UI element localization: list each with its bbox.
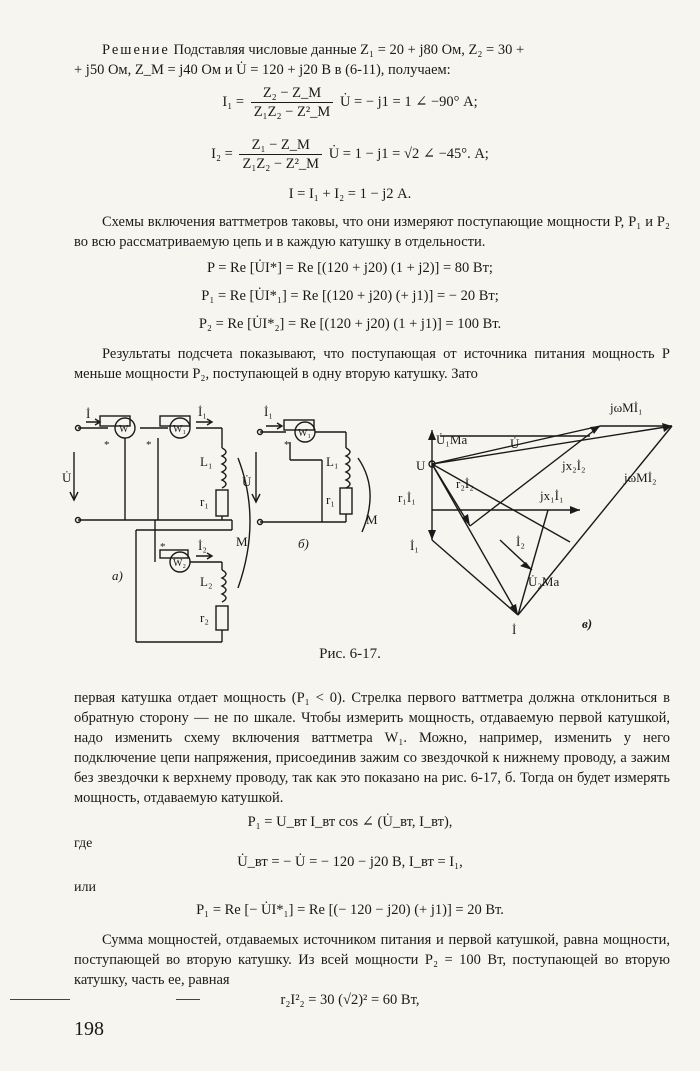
label-a: а) bbox=[112, 568, 123, 583]
label-jwmi2: jωMİ₂ bbox=[624, 470, 657, 485]
label-b: б) bbox=[298, 536, 309, 551]
paragraph-schemes: Схемы включения ваттметров таковы, что они измеряют поступающие мощности P, P₁ и P₂ во всю рассматриваемую цепь и в каждую катушку в отдельности. bbox=[74, 214, 670, 250]
label-i-vector: İ bbox=[512, 622, 517, 637]
label-i: İ bbox=[86, 406, 91, 421]
label-l1-b: L₁ bbox=[326, 454, 339, 469]
fraction: $\frac{\text{Z₁ − Z\_M}}{\text{Z₁Z₂ − Z²\_M}}$ bbox=[239, 136, 322, 173]
paragraph-first-coil: первая катушка отдает мощность (P₁ < 0). Стрелка первого ваттметра должна отклониться в обратную сторону — не по шкале. Чтобы измерить мощность, отдаваемую первой катушкой, надо изменить схему включения ваттметра W₁. Можно, например, изменить у него подключение цепи напряжения, присоединив зажим со звездочкой к нижнему проводу, а зажим без звездочки к верхнему проводу, так как это показано на рис. 6-17, б. Тогда он будет измерять мощность, отдаваемую катушкой. bbox=[74, 690, 670, 806]
label-r1i1: r₁İ₁ bbox=[398, 490, 416, 505]
label-origin-u: U bbox=[416, 458, 426, 473]
equation-p2: P₂ = Re [U̇I*₂] = Re [(120 + j20) (1 + j1)] = 100 Вт. bbox=[198, 316, 502, 332]
circuit-b bbox=[252, 420, 370, 532]
intro-paragraph bbox=[74, 40, 670, 80]
page-number: 198 bbox=[74, 1018, 104, 1040]
label-i1-b: İ₁ bbox=[264, 404, 273, 419]
label-i1-vector: İ₁ bbox=[410, 538, 419, 553]
fraction: $\frac{\text{Z₂ − Z\_M}}{\text{Z₁Z₂ − Z²\_M}}$ bbox=[251, 84, 334, 121]
label-w: W bbox=[119, 424, 129, 435]
svg-text:*: * bbox=[160, 541, 166, 553]
label-w2: W₂ bbox=[173, 558, 186, 569]
label-i2: İ₂ bbox=[198, 538, 207, 553]
label-r2: r₂ bbox=[200, 610, 209, 625]
label-u-vector: U̇ bbox=[510, 436, 520, 451]
label-r2i2: r₂İ₂ bbox=[456, 476, 474, 491]
label-r1: r₁ bbox=[200, 494, 209, 509]
label-jx1i1: jx₁İ₁ bbox=[540, 488, 564, 503]
label-l1: L₁ bbox=[200, 454, 213, 469]
label-u1ma: U̇₁Mа bbox=[436, 432, 468, 447]
svg-text:*: * bbox=[146, 439, 152, 451]
word-or: или bbox=[74, 880, 96, 895]
equation-p: P = Re [U̇I*] = Re [(120 + j20) (1 + j2)] = 80 Вт; bbox=[207, 260, 493, 276]
label-w1: W₁ bbox=[173, 424, 186, 435]
label-i1: İ₁ bbox=[198, 404, 207, 419]
figure-caption: Рис. 6-17. bbox=[319, 646, 381, 662]
solution-heading: Решение bbox=[102, 42, 170, 58]
equation-i2: I₂ = $\frac{\text{Z₁ − Z\_M}}{\text{Z₁Z₂ − Z²\_M}}$ U̇ = 1 − j1 = √2 ∠ −45°. А; bbox=[211, 137, 489, 172]
label-i2-vector: İ₂ bbox=[516, 534, 525, 549]
svg-text:*: * bbox=[104, 439, 110, 451]
equation-p1: P₁ = Re [U̇I*₁] = Re [(120 + j20) (+ j1)] = − 20 Вт; bbox=[201, 288, 499, 304]
paragraph-results: Результаты подсчета показывают, что поступающая от источника питания мощность P меньше мощности P₂, поступающей в одну вторую катушку. Зато bbox=[74, 346, 670, 382]
circuit-a bbox=[70, 416, 250, 642]
intro-line-1: Подставляя числовые данные Z₁ = 20 + j80 Ом, Z₂ = 30 + bbox=[173, 42, 525, 58]
equation-p1-alt: P₁ = Re [− U̇I*₁] = Re [(− 120 − j20) (+ j1)] = 20 Вт. bbox=[196, 902, 504, 918]
label-v: в) bbox=[582, 616, 593, 631]
svg-text:*: * bbox=[284, 439, 290, 451]
equation-p1-cos: P₁ = U_вт I_вт cos ∠ (U̇_вт, I_вт), bbox=[247, 814, 453, 830]
equation-last: r₂I²₂ = 30 (√2)² = 60 Вт, bbox=[280, 992, 420, 1008]
label-jwmi1: jωMİ₁ bbox=[610, 400, 643, 415]
intro-line-2: + j50 Ом, Z_M = j40 Ом и U̇ = 120 + j20 В в (6-11), получаем: bbox=[74, 62, 451, 78]
label-r1-b: r₁ bbox=[326, 492, 335, 507]
label-w1-b: W₁ bbox=[298, 428, 311, 439]
equation-uvt: U̇_вт = − U̇ = − 120 − j20 В, I_вт = I₁, bbox=[237, 854, 463, 870]
label-m: M bbox=[236, 534, 248, 549]
equation-i-sum: I = I₁ + I₂ = 1 − j2 А. bbox=[288, 186, 412, 202]
label-l2: L₂ bbox=[200, 574, 213, 589]
figure-6-17 bbox=[0, 390, 700, 645]
label-jx2i2: jx₂İ₂ bbox=[562, 458, 586, 473]
equation-i1: I₁ = $\frac{\text{Z₂ − Z\_M}}{\text{Z₁Z₂ − Z²\_M}}$ U̇ = − j1 = 1 ∠ −90° А; bbox=[222, 85, 478, 120]
word-where: где bbox=[74, 836, 93, 851]
label-m-b: M bbox=[366, 512, 378, 527]
paragraph-sum: Сумма мощностей, отдаваемых источником питания и первой катушкой, равна мощности, поступающей во вторую катушку. Из всей мощности P₂ = 100 Вт, поступающей во вторую катушку, часть ее, равная bbox=[74, 932, 670, 988]
label-u: U̇ bbox=[62, 470, 72, 485]
label-u-b: U̇ bbox=[242, 474, 252, 489]
label-u2ma: U̇₂Mа bbox=[528, 574, 560, 589]
